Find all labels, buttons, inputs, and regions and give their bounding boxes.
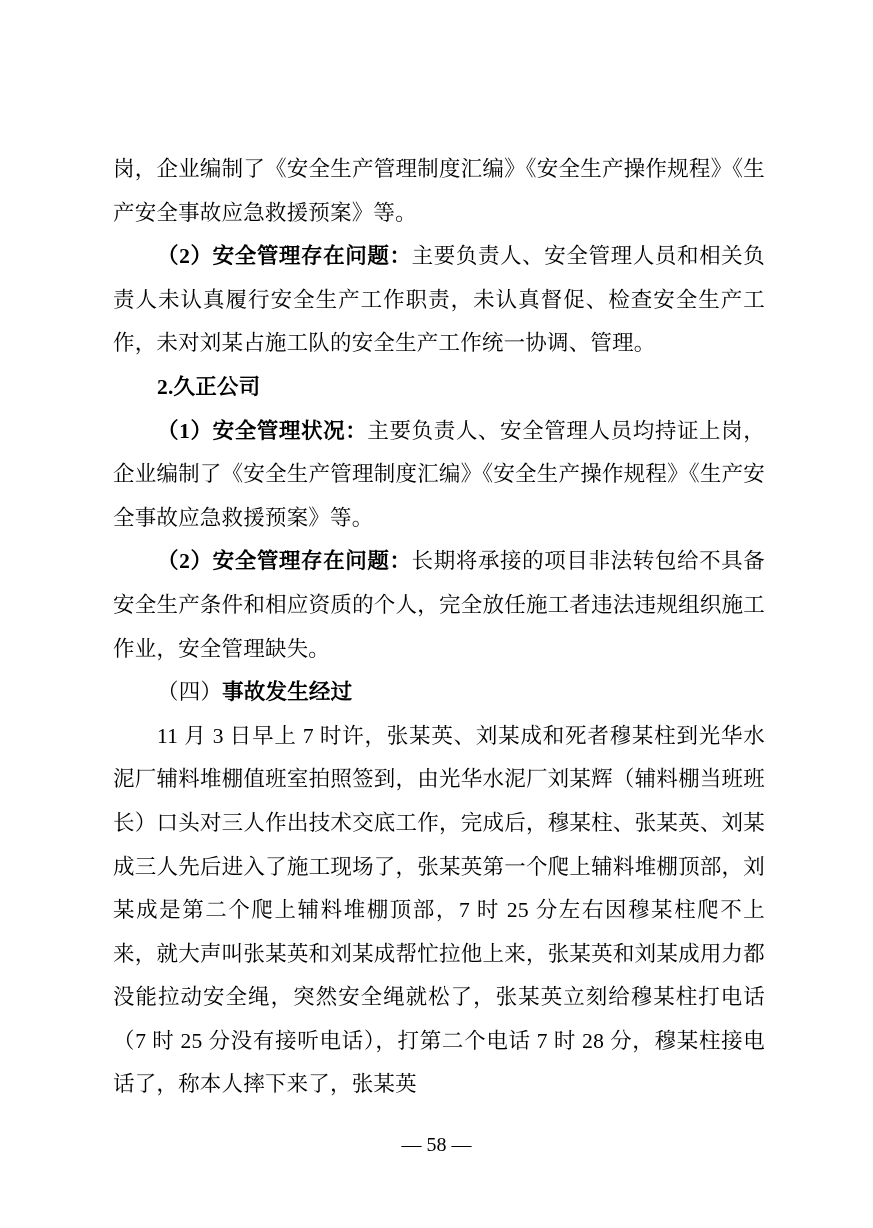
inline-heading: （2）安全管理存在问题： bbox=[157, 244, 412, 269]
page-number: — 58 — bbox=[401, 1134, 472, 1156]
heading-text: 事故发生经过 bbox=[222, 680, 353, 705]
paragraph-safety-issues-company1 bbox=[113, 235, 765, 366]
inline-heading: （2）安全管理存在问题： bbox=[157, 549, 412, 574]
paragraph-continuation bbox=[113, 148, 765, 235]
inline-heading: （1）安全管理状况： bbox=[157, 418, 368, 443]
heading-accident-process bbox=[113, 671, 765, 715]
body-text: 主要负责人、安全管理人员和相关负责人未认真履行安全生产工作职责，未认真督促、检查安全生产工作，未对刘某占施工队的安全生产工作统一协调、管理。 bbox=[113, 244, 766, 356]
heading-company-2 bbox=[113, 366, 765, 410]
paragraph-safety-issues-company2 bbox=[113, 540, 765, 671]
document-body bbox=[113, 148, 765, 1107]
page-footer bbox=[0, 1130, 873, 1160]
body-text: 11 月 3 日早上 7 时许，张某英、刘某成和死者穆某柱到光华水泥厂辅料堆棚值班室拍照签到，由光华水泥厂刘某辉（辅料棚当班班长）口头对三人作出技术交底工作，完成后，穆某柱、张某英、刘某成三人先后进入了施工现场了，张某英第一个爬上辅料堆棚顶部，刘某成是第二个爬上辅料堆棚顶部，7 时 25 分左右因穆某柱爬不上来，就大声叫张某英和刘某成帮忙拉他上来，张某英和刘某成用力都没能拉动安全绳，突然安全绳就松了，张某英立刻给穆某柱打电话（7 时 25 分没有接听电话），打第二个电话 7 时 28 分，穆某柱接电话了，称本人摔下来了，张某英 bbox=[113, 723, 765, 1097]
paragraph-safety-status-company2 bbox=[113, 410, 765, 541]
heading-text: 2.久正公司 bbox=[157, 374, 261, 399]
body-text: 长期将承接的项目非法转包给不具备安全生产条件和相应资质的个人，完全放任施工者违法违规组织施工作业，安全管理缺失。 bbox=[113, 549, 766, 661]
heading-number: （四） bbox=[157, 680, 223, 705]
body-text: 主要负责人、安全管理人员均持证上岗，企业编制了《安全生产管理制度汇编》《安全生产操作规程》《生产安全事故应急救援预案》等。 bbox=[113, 418, 765, 530]
paragraph-accident-narrative bbox=[113, 715, 765, 1107]
body-text: 岗，企业编制了《安全生产管理制度汇编》《安全生产操作规程》《生产安全事故应急救援预案》等。 bbox=[113, 157, 765, 225]
